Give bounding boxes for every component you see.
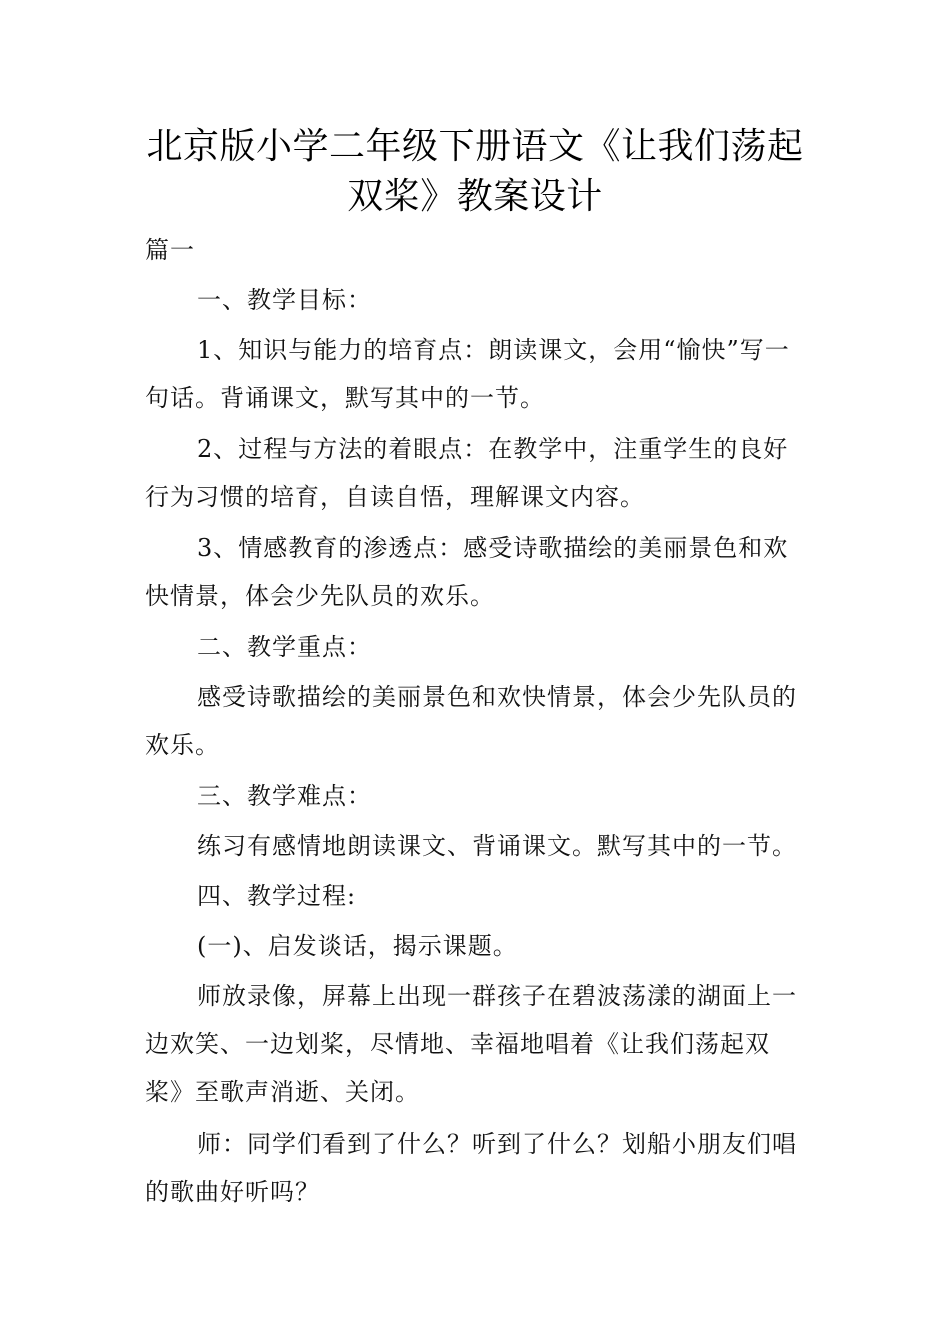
heading-key-points: 二、教学重点： [197,633,372,661]
objective-1: 1、知识与能力的培育点：朗读课文，会用“愉快”写一句话。背诵课文，默写其中的一节。 [145,336,790,412]
heading-objectives: 一、教学目标： [197,286,372,314]
objective-2: 2、过程与方法的着眼点：在教学中，注重学生的良好行为习惯的培育，自读自悟，理解课文内容。 [145,435,789,511]
heading-difficulties: 三、教学难点： [197,782,372,810]
process-paragraph-1: 师放录像，屏幕上出现一群孩子在碧波荡漾的湖面上一边欢笑、一边划桨，尽情地、幸福地唱着《让我们荡起双桨》至歌声消逝、关闭。 [145,982,797,1106]
process-step-1: (一)、启发谈话，揭示课题。 [197,932,518,960]
heading-process: 四、教学过程: [197,882,357,910]
key-points-text: 感受诗歌描绘的美丽景色和欢快情景，体会少先队员的欢乐。 [145,683,797,759]
difficulties-text: 练习有感情地朗读课文、背诵课文。默写其中的一节。 [197,832,797,860]
section-label: 篇一 [145,236,195,264]
objective-3: 3、情感教育的渗透点：感受诗歌描绘的美丽景色和欢快情景，体会少先队员的欢乐。 [145,534,789,610]
document-title: 北京版小学二年级下册语文《让我们荡起双桨》教案设计 [146,126,804,217]
process-paragraph-2: 师：同学们看到了什么？听到了什么？划船小朋友们唱的歌曲好听吗？ [145,1130,797,1206]
